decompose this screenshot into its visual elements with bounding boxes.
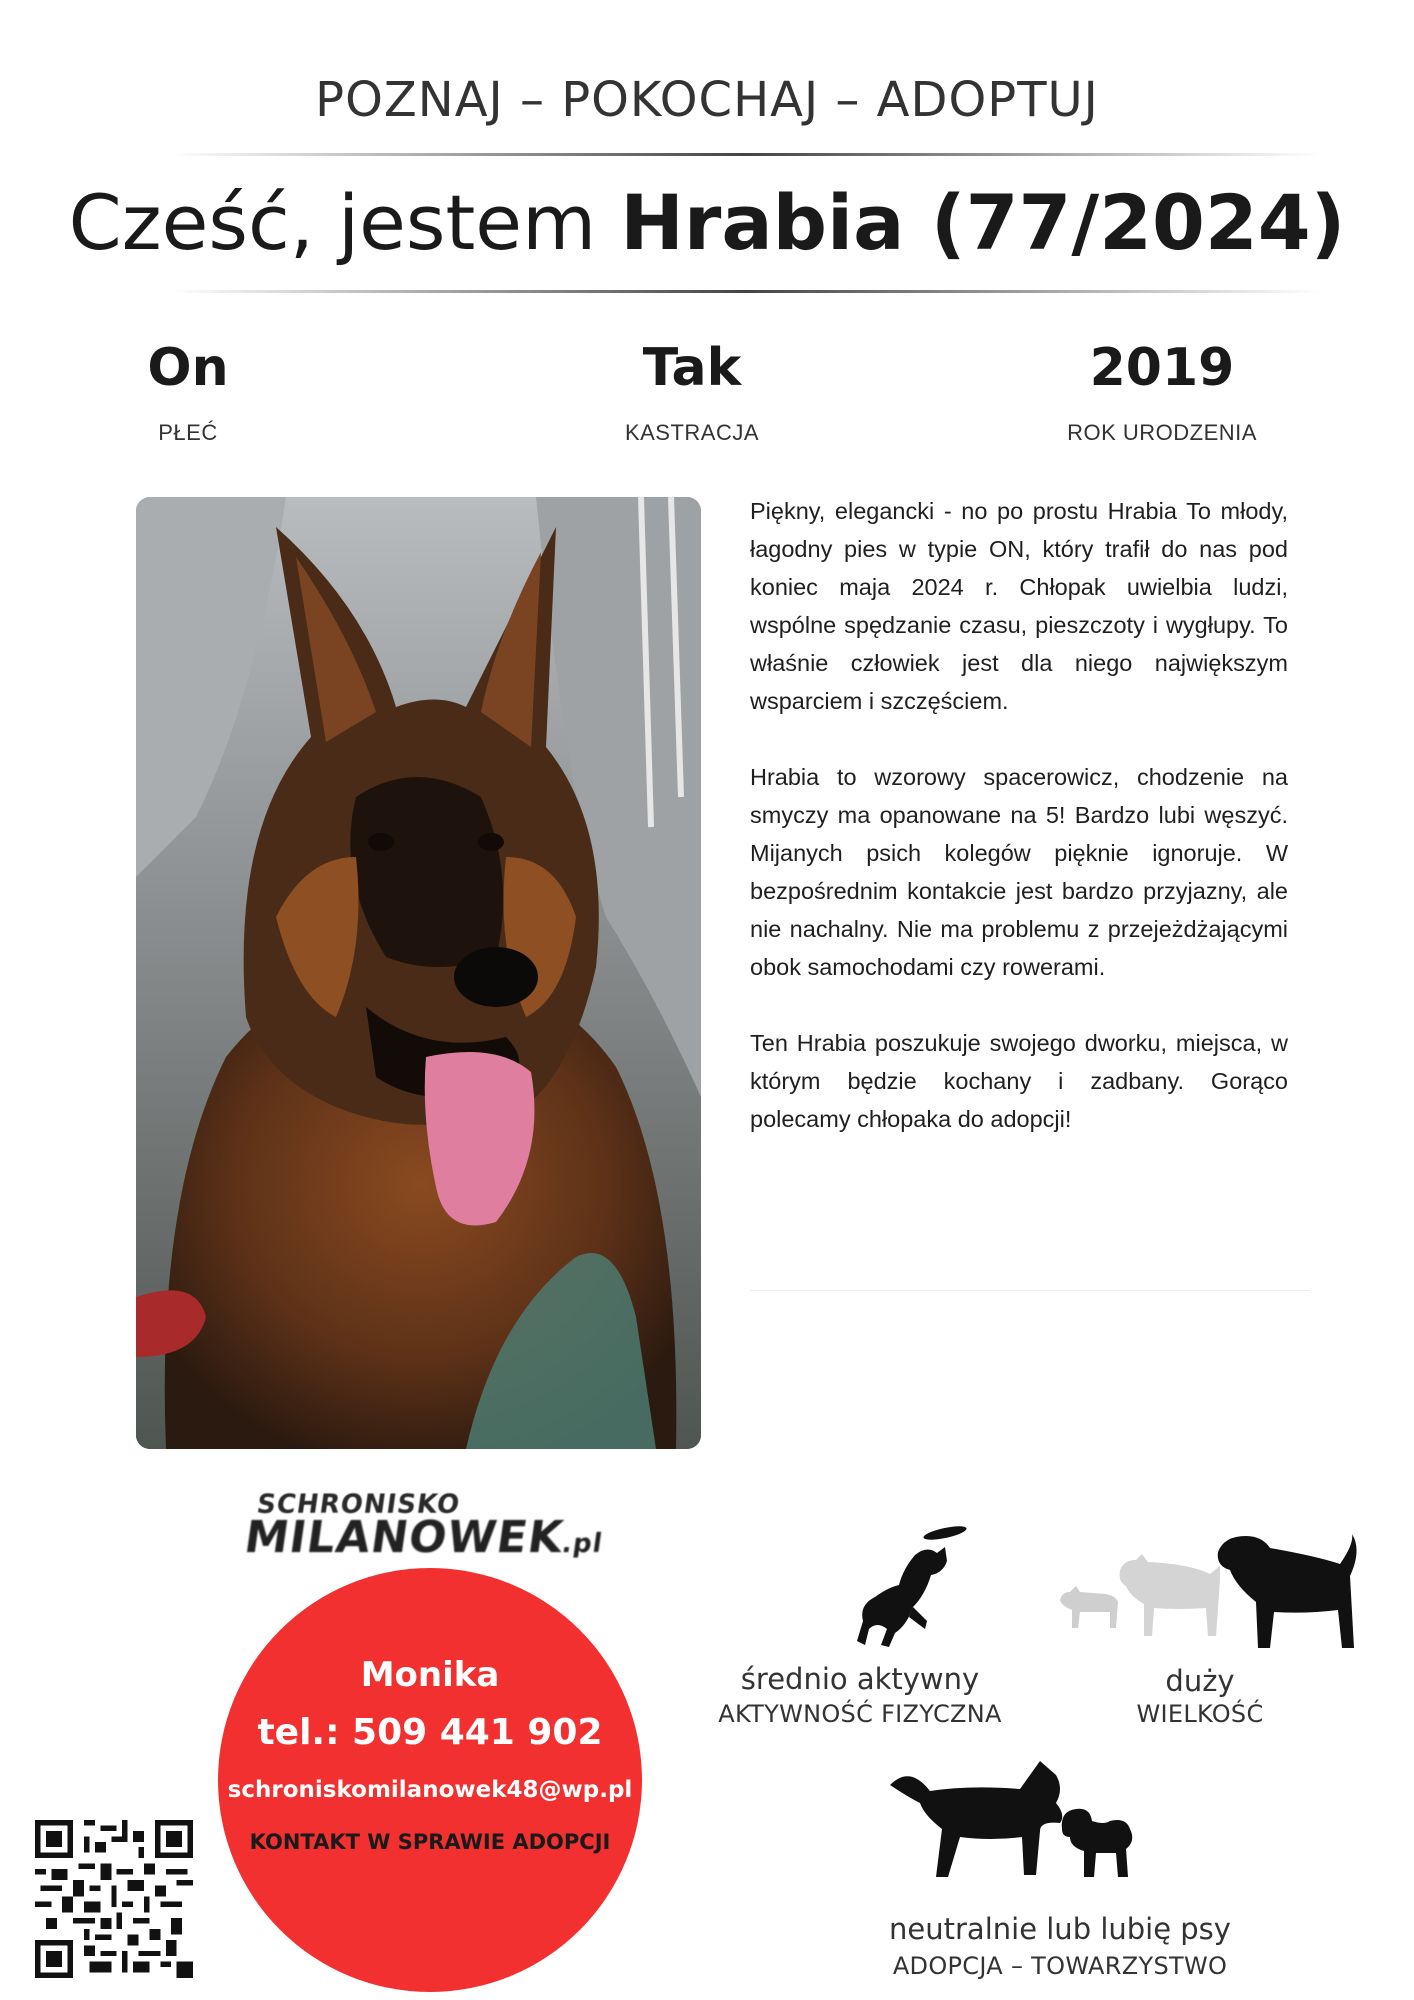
german-shepherd-illustration	[136, 497, 701, 1449]
stat-neutered-value: Tak	[642, 338, 742, 398]
greeting: Cześć, jestem	[68, 178, 621, 267]
logo-main-word: MILANOWEK	[241, 1512, 567, 1563]
divider-bottom	[170, 290, 1320, 293]
dog-description	[750, 492, 1288, 1176]
dog-sizes-icon	[1050, 1530, 1360, 1652]
size-value: duży	[1165, 1664, 1235, 1698]
jumping-dog-frisbee-icon	[855, 1525, 975, 1650]
tagline: POZNAJ – POKOCHAJ – ADOPTUJ	[315, 72, 1099, 128]
logo-top-text: SCHRONISKO	[254, 1490, 463, 1520]
description-paragraph-1: Piękny, elegancki - no po prostu Hrabia To młody, łagodny pies w typie ON, który trafił do nas pod koniec maja 2024 r. Chłopak uwielbia ludzi, wspólne spędzanie czasu, pieszczoty i wygłupy. To właśnie człowiek jest dla niego największym wsparciem i szczęściem.	[750, 498, 1288, 714]
contact-email[interactable]: schroniskomilanowek48@wp.pl	[227, 1777, 633, 1803]
size-label: WIELKOŚĆ	[1136, 1700, 1264, 1728]
companionship-label: ADOPCJA – TOWARZYSTWO	[892, 1952, 1228, 1980]
contact-cta: KONTAKT W SPRAWIE ADOPCJI	[249, 1830, 611, 1854]
divider-top	[170, 153, 1320, 156]
description-divider	[750, 1290, 1310, 1291]
activity-label: AKTYWNOŚĆ FIZYCZNA	[718, 1700, 1002, 1728]
contact-phone[interactable]: tel.: 509 441 902	[257, 1712, 603, 1753]
stat-birth-year-value: 2019	[1089, 338, 1235, 398]
stat-birth-year-label: ROK URODZENIA	[1067, 420, 1257, 445]
dog-photo	[136, 497, 701, 1449]
stat-sex-value: On	[147, 338, 229, 398]
page-title	[0, 178, 1414, 267]
stat-sex-label: PŁEĆ	[158, 420, 218, 445]
description-paragraph-3: Ten Hrabia poszukuje swojego dworku, miejsca, w którym będzie kochany i zadbany. Gorąco polecamy chłopaka do adopcji!	[750, 1030, 1288, 1132]
activity-value: średnio aktywny	[740, 1662, 980, 1696]
two-dogs-icon	[890, 1745, 1140, 1885]
contact-name: Monika	[360, 1655, 500, 1695]
qr-code-icon	[35, 1820, 193, 1978]
logo-suffix: .pl	[560, 1529, 605, 1559]
logo-main-text	[241, 1512, 607, 1563]
qr-code[interactable]	[35, 1820, 193, 1978]
description-paragraph-2: Hrabia to wzorowy spacerowicz, chodzenie na smyczy ma opanowane na 5! Bardzo lubi węszyć. Mijanych psich kolegów pięknie ignoruje. W bezpośrednim kontakcie jest bardzo przyjazny, ale nie nachalny. Nie ma problemu z przejeżdżającymi obok samochodami czy rowerami.	[750, 764, 1288, 980]
companionship-value: neutralnie lub lubię psy	[889, 1912, 1231, 1946]
shelter-logo	[241, 1490, 625, 1570]
dog-name: Hrabia (77/2024)	[620, 178, 1346, 267]
stat-neutered-label: KASTRACJA	[624, 420, 760, 445]
